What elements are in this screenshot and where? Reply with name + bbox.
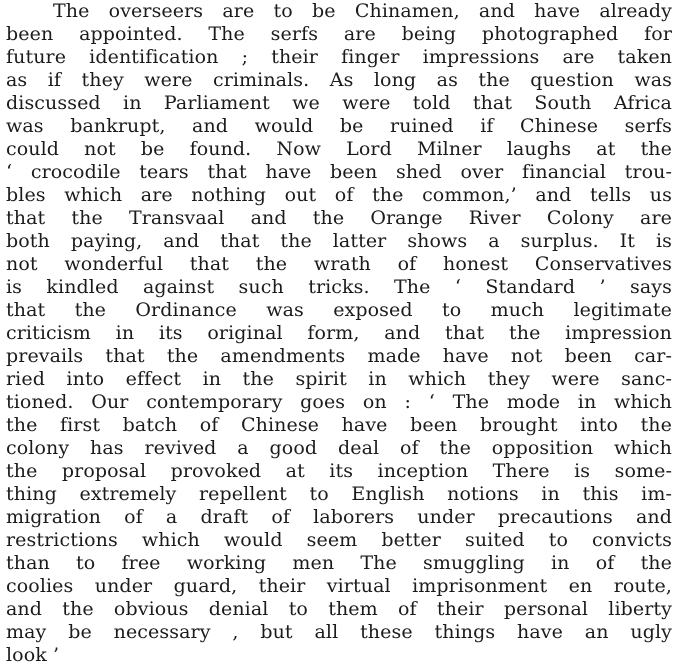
article-line: discussed in Parliament we were told that South Africa	[6, 92, 672, 114]
article-line: that the Ordinance was exposed to much legitimate	[6, 299, 672, 321]
article-line: that the Transvaal and the Orange River Colony are	[6, 207, 672, 229]
article-line: look ’	[6, 644, 60, 666]
article-line: colony has revived a good deal of the opposition which	[6, 437, 672, 459]
article-line: may be necessary , but all these things have an ugly	[6, 621, 672, 643]
article-line: bles which are nothing out of the common,’ and tells us	[6, 184, 672, 206]
article-line: both paying, and that the latter shows a surplus. It is	[6, 230, 672, 252]
article-line: tioned. Our contemporary goes on : ‘ The mode in which	[6, 391, 672, 413]
article-line: and the obvious denial to them of their personal liberty	[6, 598, 672, 620]
article-line: was bankrupt, and would be ruined if Chinese serfs	[6, 115, 672, 137]
article-line: ‘ crocodile tears that have been shed over financial trou-	[6, 161, 672, 183]
article-line: as if they were criminals. As long as the question was	[6, 69, 672, 91]
article-line: migration of a draft of laborers under precautions and	[6, 506, 672, 528]
article-line: thing extremely repellent to English notions in this im-	[6, 483, 672, 505]
article-line: the first batch of Chinese have been brought into the	[6, 414, 672, 436]
article-line: could not be found. Now Lord Milner laughs at the	[6, 138, 672, 160]
article-column	[6, 0, 672, 667]
article-line: future identification ; their finger impressions are taken	[6, 46, 672, 68]
article-line: The overseers are to be Chinamen, and have already	[53, 0, 672, 22]
article-line: criticism in its original form, and that the impression	[6, 322, 672, 344]
article-line: not wonderful that the wrath of honest Conservatives	[6, 253, 672, 275]
article-line: ried into effect in the spirit in which they were sanc-	[6, 368, 672, 390]
article-line: restrictions which would seem better suited to convicts	[6, 529, 672, 551]
article-line: been appointed. The serfs are being photographed for	[6, 23, 672, 45]
article-line: is kindled against such tricks. The ‘ Standard ’ says	[6, 276, 672, 298]
article-line: prevails that the amendments made have not been car-	[6, 345, 672, 367]
article-line: than to free working men The smuggling in of the	[6, 552, 672, 574]
article-line: the proposal provoked at its inception There is some-	[6, 460, 672, 482]
article-line: coolies under guard, their virtual imprisonment en route,	[6, 575, 672, 597]
